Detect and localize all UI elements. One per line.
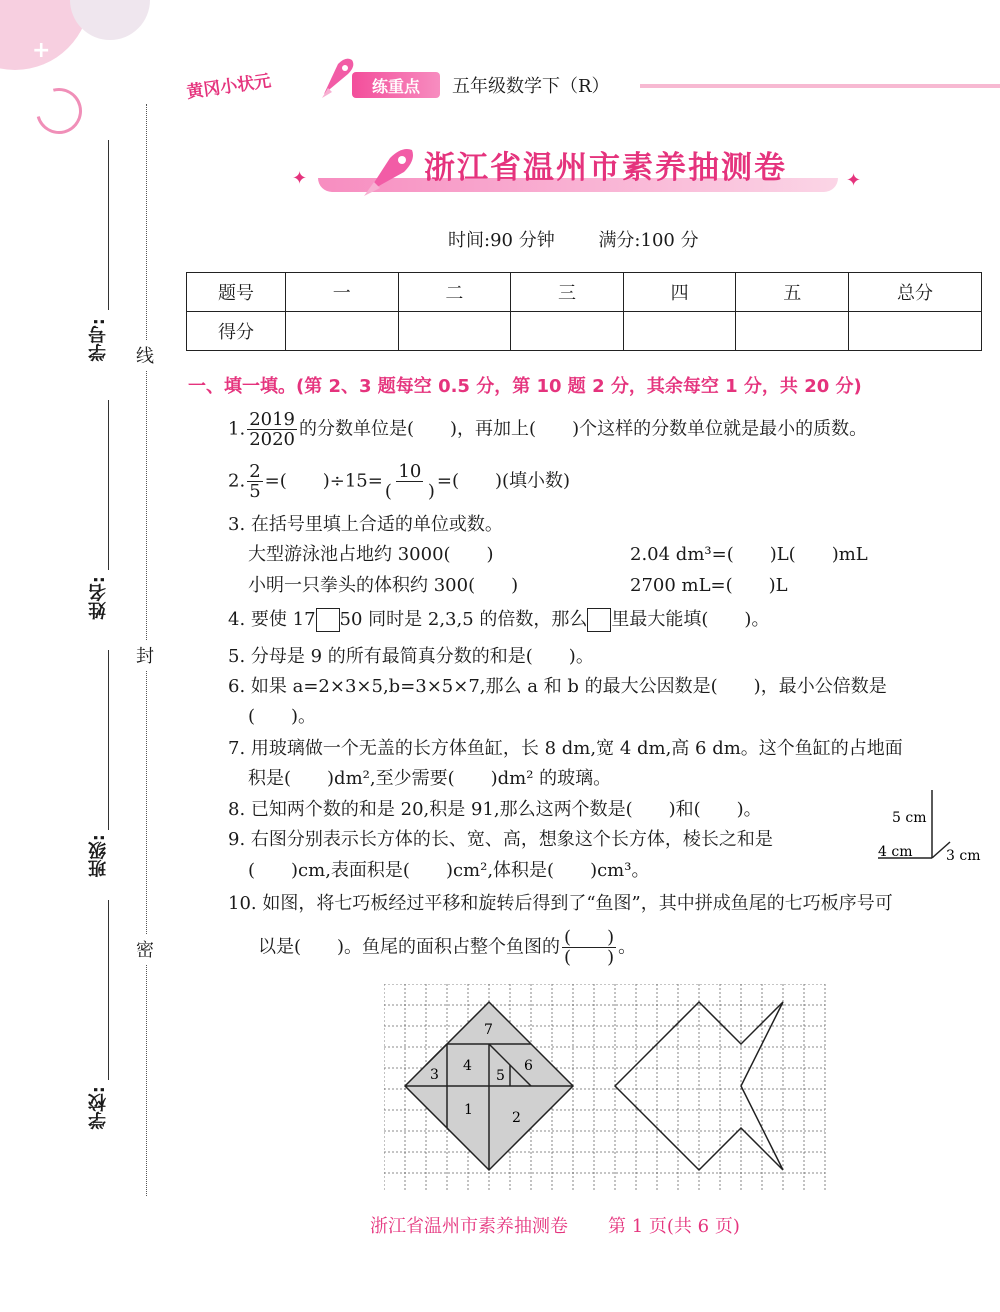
decoration-arc bbox=[28, 80, 91, 143]
field-label-name: 姓名: bbox=[88, 576, 109, 620]
fraction bbox=[562, 928, 616, 967]
question-1 bbox=[228, 410, 867, 449]
seal-char-line: 线 bbox=[136, 340, 154, 370]
piece-label: 3 bbox=[430, 1067, 439, 1083]
numerator: 2 bbox=[249, 461, 261, 482]
length-label: 4 cm bbox=[878, 844, 913, 860]
piece-label: 1 bbox=[464, 1102, 473, 1118]
question-text: 50 同时是 2,3,5 的倍数，那么 bbox=[339, 609, 588, 630]
numerator: ( ) bbox=[564, 927, 615, 948]
piece-label: 4 bbox=[463, 1058, 472, 1074]
decoration-circle bbox=[70, 0, 150, 40]
question-4 bbox=[228, 607, 769, 633]
question-6: 6. 如果 a=2×3×5,b=3×5×7,那么 a 和 b 的最大公因数是( )，最小公倍数是 bbox=[228, 676, 887, 697]
question-3b: 2.04 dm³=( )L( )mL bbox=[630, 544, 868, 565]
score-input-cell[interactable] bbox=[623, 312, 736, 351]
question-text: 4. 要使 17 bbox=[228, 609, 316, 630]
denominator: ( ) bbox=[564, 947, 615, 968]
question-9: 9. 右图分别表示长方体的长、宽、高，想象这个长方体，棱长之和是 bbox=[228, 829, 773, 850]
page-title: 浙江省温州市素养抽测卷 bbox=[424, 150, 787, 186]
table-cell: 四 bbox=[623, 273, 736, 312]
field-label-class: 班级: bbox=[88, 834, 109, 878]
question-8: 8. 已知两个数的和是 20,积是 91,那么这两个数是( )和( )。 bbox=[228, 799, 762, 820]
piece-label: 6 bbox=[524, 1058, 533, 1074]
numerator: 2019 bbox=[249, 409, 295, 430]
answer-box[interactable] bbox=[587, 608, 611, 632]
question-10-cont bbox=[258, 928, 636, 967]
table-cell: 总分 bbox=[849, 273, 982, 312]
sparkle-icon: ✦ bbox=[292, 168, 308, 189]
grade-label: 五年级数学下（R） bbox=[452, 76, 610, 97]
width-label: 3 cm bbox=[946, 848, 981, 864]
denominator: 5 bbox=[249, 481, 261, 502]
question-text: 里最大能填( )。 bbox=[611, 609, 770, 630]
question-text: 。 bbox=[618, 936, 637, 958]
full-score-label: 满分:100 分 bbox=[598, 230, 699, 251]
question-text: =( )÷15= bbox=[264, 470, 383, 492]
numerator: 10 bbox=[398, 461, 422, 482]
score-input-cell[interactable] bbox=[511, 312, 624, 351]
exam-meta bbox=[448, 226, 737, 252]
piece-label: 2 bbox=[512, 1110, 521, 1126]
field-line[interactable] bbox=[108, 900, 109, 1080]
table-cell: 五 bbox=[736, 273, 849, 312]
page-number: 第 1 页(共 6 页) bbox=[608, 1216, 740, 1237]
rocket-icon bbox=[360, 144, 420, 198]
question-2 bbox=[228, 462, 570, 501]
piece-label: 7 bbox=[484, 1022, 493, 1038]
question-3a: 大型游泳池占地约 3000( ) bbox=[248, 544, 494, 565]
seal-char-seal: 封 bbox=[136, 640, 154, 670]
section-heading: 一、填一填。(第 2、3 题每空 0.5 分，第 10 题 2 分，其余每空 1 分，共 20 分) bbox=[188, 376, 862, 397]
question-number: 2. bbox=[228, 470, 246, 492]
score-input-cell[interactable] bbox=[286, 312, 399, 351]
question-5: 5. 分母是 9 的所有最简真分数的和是( )。 bbox=[228, 646, 594, 667]
table-cell: 得分 bbox=[187, 312, 286, 351]
question-6-cont: ( )。 bbox=[248, 706, 317, 727]
seal-char-secret: 密 bbox=[136, 934, 154, 964]
table-cell: 二 bbox=[398, 273, 511, 312]
sparkle-icon: ✦ bbox=[846, 170, 862, 191]
question-9-cont: ( )cm,表面积是( )cm²,体积是( )cm³。 bbox=[248, 860, 650, 881]
time-label: 时间:90 分钟 bbox=[448, 230, 555, 251]
plus-icon: + bbox=[32, 38, 51, 63]
score-input-cell[interactable] bbox=[736, 312, 849, 351]
denominator: 2020 bbox=[249, 429, 295, 450]
fraction bbox=[385, 462, 435, 501]
question-10: 10. 如图，将七巧板经过平移和旋转后得到了“鱼图”，其中拼成鱼尾的七巧板序号可 bbox=[228, 893, 893, 914]
table-cell: 题号 bbox=[187, 273, 286, 312]
question-text: 以是( )。鱼尾的面积占整个鱼图的 bbox=[258, 936, 561, 958]
question-text: =( )(填小数) bbox=[436, 470, 571, 492]
answer-box[interactable] bbox=[316, 608, 340, 632]
page-footer bbox=[370, 1212, 780, 1238]
height-label: 5 cm bbox=[892, 810, 927, 826]
question-3d: 2700 mL=( )L bbox=[630, 575, 788, 596]
denominator: ( ) bbox=[384, 481, 435, 502]
score-table bbox=[186, 272, 982, 351]
field-label-school: 学校: bbox=[88, 1086, 109, 1130]
cuboid-edges-figure bbox=[870, 786, 990, 870]
question-7: 7. 用玻璃做一个无盖的长方体鱼缸，长 8 dm,宽 4 dm,高 6 dm。这个鱼缸的占地面 bbox=[228, 738, 903, 759]
fraction bbox=[247, 462, 262, 501]
header-rule bbox=[640, 84, 1000, 88]
fraction bbox=[247, 410, 297, 449]
tangram-fish-figure bbox=[384, 984, 826, 1192]
section-tag: 练重点 bbox=[352, 72, 440, 98]
question-text: 的分数单位是( )，再加上( )个这样的分数单位就是最小的质数。 bbox=[299, 418, 868, 440]
field-label-student-id: 学号: bbox=[88, 318, 109, 362]
piece-label: 5 bbox=[496, 1068, 505, 1084]
table-row bbox=[187, 312, 982, 351]
question-3c: 小明一只拳头的体积约 300( ) bbox=[248, 575, 519, 596]
table-row bbox=[187, 273, 982, 312]
field-line[interactable] bbox=[108, 650, 109, 830]
table-cell: 一 bbox=[286, 273, 399, 312]
brand-logo: 黄冈小状元 bbox=[185, 71, 273, 103]
question-number: 1. bbox=[228, 418, 246, 440]
score-input-cell[interactable] bbox=[398, 312, 511, 351]
footer-title: 浙江省温州市素养抽测卷 bbox=[370, 1216, 568, 1237]
field-line[interactable] bbox=[108, 140, 109, 310]
question-3: 3. 在括号里填上合适的单位或数。 bbox=[228, 514, 503, 535]
table-cell: 三 bbox=[511, 273, 624, 312]
question-7-cont: 积是( )dm²,至少需要( )dm² 的玻璃。 bbox=[248, 768, 612, 789]
field-line[interactable] bbox=[108, 400, 109, 570]
score-input-cell[interactable] bbox=[849, 312, 982, 351]
